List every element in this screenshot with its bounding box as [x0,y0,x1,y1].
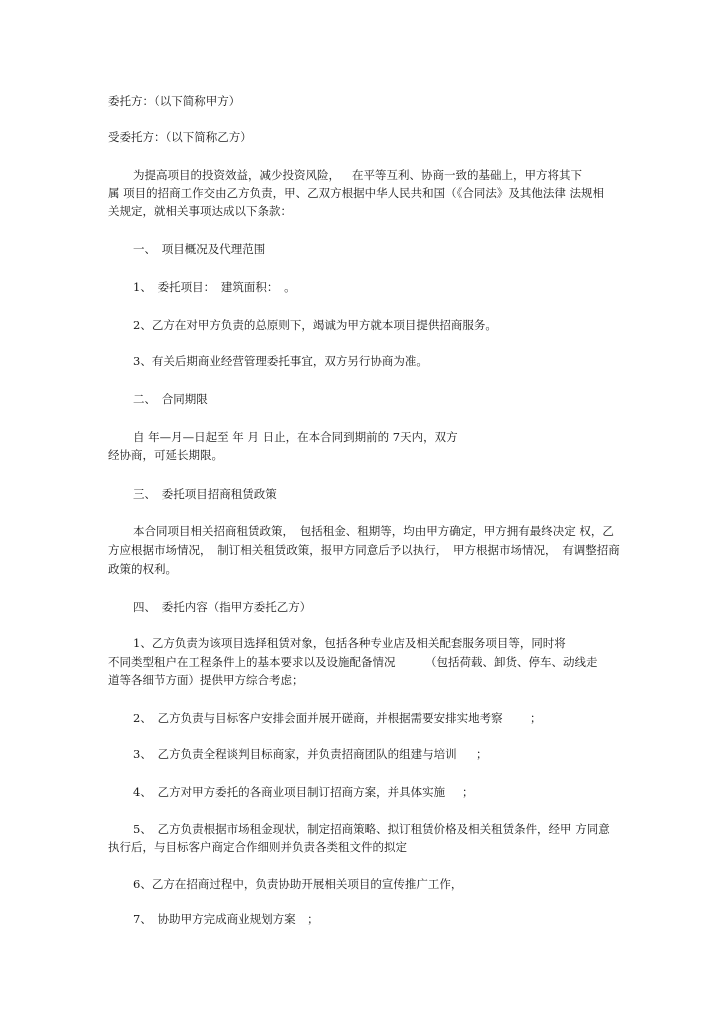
party-a-line: 委托方：（以下简称甲方） [108,94,241,108]
section-4-item-2: 2、 乙方负责与目标客户安排会面并展开磋商，并根据需要安排实地考察 [133,711,503,725]
section-4-item-1-line-1: 1、乙方负责为该项目选择租赁对象，包括各种专业店及相关配套服务项目等，同时将 [133,636,566,650]
section-2-line-2: 经协商，可延长期限。 [108,448,223,462]
section-4-item-4: 4、 乙方对甲方委托的各商业项目制订招商方案，并具体实施 [133,785,446,799]
intro-line-3: 关规定，就相关事项达成以下条款： [108,204,292,218]
section-4-heading: 四、 委托内容（指甲方委托乙方） [133,600,312,614]
section-1-item-1: 1、 委托项目： 建筑面积： 。 [133,280,296,294]
section-4-item-5-line-2: 执行后，与目标客户商定合作细则并负责各类租文件的拟定 [108,840,407,854]
section-3-line-3: 政策的权利。 [108,562,177,576]
section-2-line-1: 自 年—月—日起至 年 月 日止，在本合同到期前的 7天内，双方 [133,430,458,444]
section-1-item-2: 2、乙方在对甲方负责的总原则下，竭诚为甲方就本项目提供招商服务。 [133,318,497,332]
section-4-item-3-end: ； [476,747,488,761]
section-4-item-7: 7、 协助甲方完成商业规划方案 ； [133,912,319,926]
section-1-heading: 一、 项目概况及代理范围 [133,242,266,256]
section-4-item-1-line-2-cont: （包括荷载、卸货、停车、动线走 [425,655,598,669]
section-4-item-1-line-2: 不同类型租户在工程条件上的基本要求以及设施配备情况 [108,655,396,669]
section-2-heading: 二、 合同期限 [133,392,208,406]
intro-line-2: 属 项目的招商工作交由乙方负责，甲、乙双方根据中华人民共和国（《合同法》及其他法律 法规相 [108,186,605,200]
intro-line-1-cont: 在平等互利、协商一致的基础上，甲方将其下 [352,168,582,182]
section-3-line-1: 本合同项目相关招商租赁政策， 包括租金、租期等，均由甲方确定，甲方拥有最终决定 权，乙 [133,524,614,538]
section-4-item-2-end: ； [530,711,542,725]
section-4-item-4-end: ； [462,785,474,799]
intro-line-1: 为提高项目的投资效益，减少投资风险， [133,168,340,182]
section-4-item-3: 3、 乙方负责全程谈判目标商家，并负责招商团队的组建与培训 [133,747,457,761]
section-1-item-3: 3、有关后期商业经营管理委托事宜，双方另行协商为准。 [133,354,428,368]
section-3-heading: 三、 委托项目招商租赁政策 [133,487,277,501]
section-4-item-1-line-3: 道等各细节方面）提供甲方综合考虑； [108,673,304,687]
section-4-item-6: 6、乙方在招商过程中，负责协助开展相关项目的宣传推广工作， [133,877,463,891]
section-4-item-5-line-1: 5、 乙方负责根据市场租金现状，制定招商策略、拟订租赁价格及相关租赁条件，经甲 方同意 [133,822,610,836]
party-b-line: 受委托方：（以下简称乙方） [108,130,252,144]
section-3-line-2: 方应根据市场情况， 制订相关租赁政策，报甲方同意后予以执行， 甲方根据市场情况， 有调整招商 [108,543,620,557]
